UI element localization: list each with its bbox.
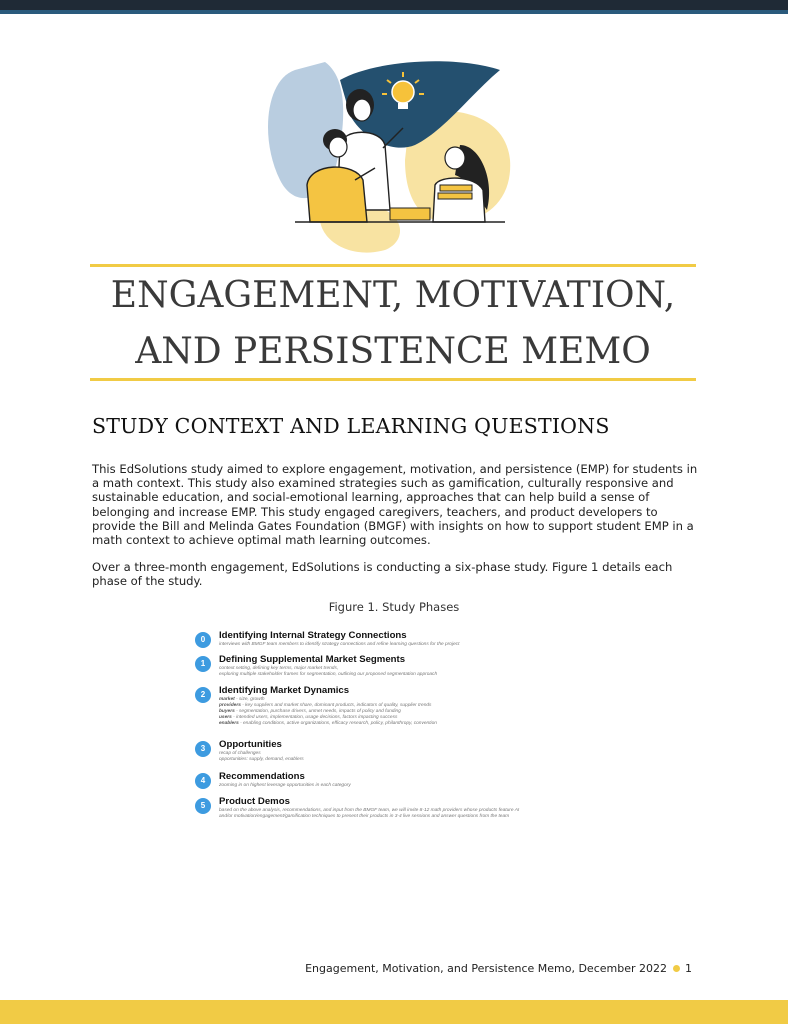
phase-number-badge: 1 <box>195 656 211 672</box>
footer-dot-icon <box>673 965 680 972</box>
page-footer <box>305 962 692 975</box>
phase-line-label: buyers <box>219 709 235 714</box>
phase-title: Product Demos <box>219 796 290 807</box>
figure-caption: Figure 1. Study Phases <box>328 600 460 614</box>
phase-description: opportunities: supply, demand, enablers <box>219 757 304 762</box>
bottom-bar <box>0 1000 788 1024</box>
phase-title: Identifying Internal Strategy Connections <box>219 630 407 641</box>
section-heading: STUDY CONTEXT AND LEARNING QUESTIONS <box>92 414 610 438</box>
phase-line-text: - key suppliers and market share, dominant products, indicators of quality, supplier trends <box>240 703 432 708</box>
phase-number-badge: 2 <box>195 687 211 703</box>
phase-description <box>219 721 619 727</box>
phase-title: Identifying Market Dynamics <box>219 685 350 696</box>
phase-number-badge: 3 <box>195 741 211 757</box>
title-rule-bottom <box>90 378 696 381</box>
phase-description: interviews with BMGF team members to identify strategy connections and refine learning questions for the project <box>219 642 460 647</box>
phase-description: based on the above analysis, recommendations, and input from the BMGF team, we will invite 8-12 math providers whose products feature AI <box>219 808 520 813</box>
phase-description: exploring multiple stakeholder frames for segmentation, outlining our proposed segmentation approach <box>219 672 438 677</box>
phase-title: Opportunities <box>219 739 282 750</box>
page-title-line-1: ENGAGEMENT, MOTIVATION, <box>110 275 676 316</box>
phase-description: recap of challenges <box>219 751 261 756</box>
phase-title: Defining Supplemental Market Segments <box>219 654 406 665</box>
book-stack <box>390 208 430 220</box>
phase-line-label: providers <box>219 703 241 708</box>
title-rule-top <box>90 264 696 267</box>
phase-line-text: - enabling conditions, active organizations, efficacy research, policy, philanthropy, convention <box>238 721 437 726</box>
phase-line-text: - size, growth <box>234 697 265 702</box>
top-bar <box>0 0 788 10</box>
phase-line-label: enablers <box>219 721 239 726</box>
engagement-paragraph: Over a three-month engagement, EdSolutions is conducting a six-phase study. Figure 1 details each phase of the study. <box>92 560 673 589</box>
phase-description: and/or motivation/engagement/gamification techniques to present their products in 3-4 live sessions and answer questions from the team <box>219 814 510 819</box>
phase-description: context setting, defining key terms, major market trends, <box>219 666 339 671</box>
phase-line-label: users <box>219 715 232 720</box>
phase-number-badge: 5 <box>195 798 211 814</box>
page-title-line-2: AND PERSISTENCE MEMO <box>135 331 651 372</box>
phase-title: Recommendations <box>219 771 305 782</box>
hero-illustration <box>255 50 535 260</box>
phase-line-text: - intended users, implementation, usage decisions, factors impacting success <box>231 715 398 720</box>
phase-number-badge: 0 <box>195 632 211 648</box>
page-number: 1 <box>685 962 692 975</box>
page-title <box>90 268 696 380</box>
top-bar-accent <box>0 10 788 14</box>
phase-line-text: - segmentation, purchase drivers, unmet needs, impacts of policy and funding <box>234 709 401 714</box>
footer-text: Engagement, Motivation, and Persistence Memo, December 2022 <box>305 962 667 975</box>
phase-description: zooming in on highest leverage opportunities in each category <box>219 783 351 788</box>
intro-paragraph: This EdSolutions study aimed to explore engagement, motivation, and persistence (EMP) for students in a math context. This study also examined strategies such as gamification, culturally responsive and sustainable education, and social-emotional learning, approaches that can help build a sense of belonging and increase EMP. This study engaged caregivers, teachers, and product developers to provide the Bill and Melinda Gates Foundation (BMGF) with insights on how to support student EMP in a math context to achieve optimal math learning outcomes. <box>92 462 698 548</box>
phase-line-label: market <box>219 697 235 702</box>
phase-number-badge: 4 <box>195 773 211 789</box>
